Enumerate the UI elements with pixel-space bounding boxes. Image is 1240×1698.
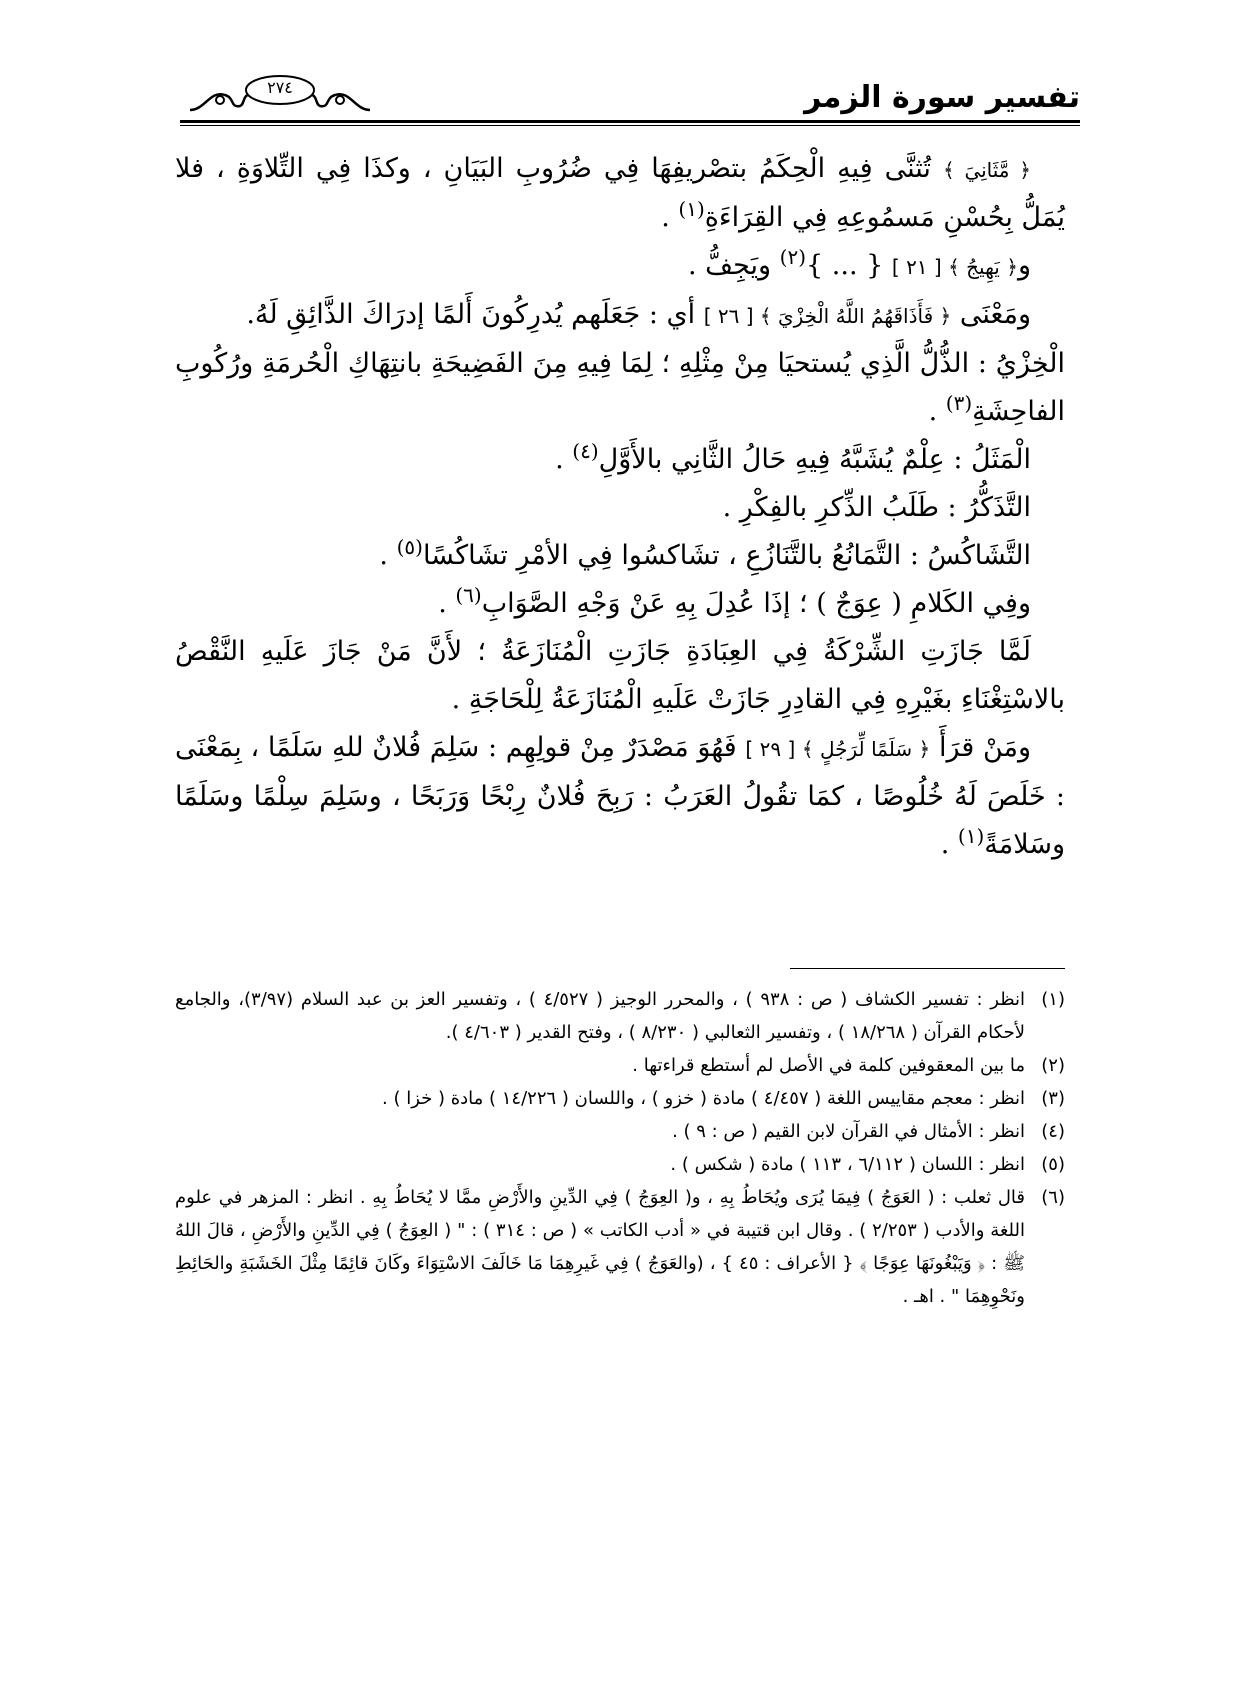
paragraph: ﴿ مَّثَانِيَ ﴾ تُثنَّى فِيهِ الْحِكَمُ بتصْريفِهَا فِي ضُرُوبِ البَيَانِ ، وكذَا فِي التِّلاوَةِ ، فلا يُمَلُّ بِحُسْنِ مَسمُوعِهِ فِي القِرَاءَةِ$^{(١)}$ . xyxy=(175,153,1065,233)
paragraph: الْخِزْيُ : الذُّلُّ الَّذِي يُستحيَا مِنْ مِثْلِهِ ؛ لِمَا فِيهِ مِنَ الفَضِيحَةِ بانتِهَاكِ الْحُرمَةِ ورُكُوبِ الفاحِشَةِ$^{(٣)}$ . xyxy=(175,348,1065,427)
footnote-number: (٤) xyxy=(1041,1121,1065,1142)
footnote-ref: (٥) xyxy=(396,535,423,559)
footnote-number: (١) xyxy=(1041,989,1065,1010)
header-rule-thin xyxy=(180,125,1080,126)
footnote-number: (٢) xyxy=(1041,1055,1065,1076)
footnote-ref: (٤) xyxy=(572,439,599,463)
footnote-separator xyxy=(790,968,1065,969)
header-rule xyxy=(180,120,1080,123)
paragraph: الْمَثَلُ : عِلْمٌ يُشَبَّهُ فِيهِ حَالُ الثَّانِي بالأَوَّلِ$^{(٤)}$ . xyxy=(555,439,1031,475)
footnote: (٤) انظر : الأمثال في القرآن لابن القيم ( ص : ٩ ) . xyxy=(175,1115,1065,1148)
paragraph: وفِي الكَلامِ ( عِوَجٌ ) ؛ إذَا عُدِلَ بِهِ عَنْ وَجْهِ الصَّوَابِ$^{(٦)}$ . xyxy=(438,583,1031,619)
quran-quote: ﴿ فَأَذَاقَهُمُ اللَّهُ الْخِزْيَ ﴾ [ ٢٦ ] xyxy=(703,304,952,328)
running-title: تفسير سورة الزمر xyxy=(804,80,1080,115)
footnote-number: (٦) xyxy=(1041,1187,1065,1208)
footnote-ref: (٢) xyxy=(779,245,807,269)
quran-quote: ﴿ سَلَمًا لِّرَجُلٍ ﴾ [ ٢٩ ] xyxy=(745,737,931,761)
paragraph: التَّذَكُّرُ : طَلَبُ الذِّكرِ بالفِكْرِ . xyxy=(722,492,1031,523)
page-header xyxy=(180,70,1080,130)
paragraph: لَمَّا جَازَتِ الشِّرْكَةُ فِي العِبَادَةِ جَازَتِ الْمُنَازَعَةُ ؛ لأَنَّ مَنْ جَازَ عَلَيهِ النَّقْصُ بالاسْتِغْنَاءِ بغَيْرِهِ فِي القادِرِ جَازَتْ عَلَيهِ الْمُنَازَعَةُ لِلْحَاجَةِ . xyxy=(175,636,1065,715)
footnotes xyxy=(175,983,1065,1313)
footnote-ref: (١) xyxy=(957,824,985,848)
footnote-ref: (٦) xyxy=(455,583,482,607)
paragraph: التَّشَاكُسُ : التَّمَانُعُ بالتَّنَازُعِ ، تشَاكسُوا فِي الأمْرِ تشَاكُسًا$^{(٥)}$ . xyxy=(379,535,1031,571)
footnote: (١) انظر : تفسير الكشاف ( ص : ٩٣٨ ) ، والمحرر الوجيز ( ٤/٥٢٧ ) ، وتفسير العز بن عبد السلام (٣/٩٧)، والجامع لأحكام القرآن ( ١٨/٢٦٨ ) ، وتفسير الثعالبي ( ٨/٢٣٠ ) ، وفتح القدير ( ٤/٦٠٣ ). xyxy=(175,983,1065,1049)
paragraph: و﴿ يَهِيجُ ﴾ [ ٢١ ] { ... }$^{(٢)}$ ويَجِفُّ . xyxy=(687,245,1031,281)
footnote: (٥) انظر : اللسان ( ٦/١١٢ ، ١١٣ ) مادة ( شكس ) . xyxy=(175,1148,1065,1181)
footnote-ref: (١) xyxy=(678,197,705,221)
footnote: (٢) ما بين المعقوفين كلمة في الأصل لم أستطع قراءتها . xyxy=(175,1049,1065,1082)
footnote: (٦) قال ثعلب : ( العَوَجُ ) فِيمَا يُرَى ويُحَاطُ بِهِ ، و( العِوَجُ ) فِي الدِّينِ والأَرْضِ ممَّا لا يُحَاطُ بِهِ . انظر : المزهر في علوم اللغة والأدب ( ٢/٢٥٣ ) . وقال ابن قتيبة في « أدب الكاتب » ( ص : ٣١٤ ) : " ( العِوَجُ ) فِي الدِّينِ والأَرْضِ ، قالَ اللهُ ﷺ : ﴿ وَيَبْغُونَهَا عِوَجًا ﴾ { الأعراف : ٤٥ } ، (والعَوَجُ ) فِي غَيرِهِمَا مَا خَالَفَ الاسْتِوَاءَ وكَانَ قائِمًا مِثْلَ الخَشَبَةِ والحَائِطِ ونَحْوِهِمَا " . اهـ . xyxy=(175,1181,1065,1313)
paragraph: ومَنْ قرَأَ ﴿ سَلَمًا لِّرَجُلٍ ﴾ [ ٢٩ ] فَهُوَ مَصْدَرٌ مِنْ قولِهِم : سَلِمَ فُلانٌ للهِ سَلَمًا ، بِمَعْنَى : خَلَصَ لَهُ خُلُوصًا ، كمَا تقُولُ العَرَبُ : رَبِحَ فُلانٌ رِبْحًا وَرَبَحًا ، وسَلِمَ سِلْمًا وسَلَمًا وسَلامَةً$^{(١)}$ . xyxy=(175,732,1065,860)
footnote-number: (٣) xyxy=(1041,1088,1065,1109)
footnote: (٣) انظر : معجم مقاييس اللغة ( ٤/٤٥٧ ) مادة ( خزو ) ، واللسان ( ١٤/٢٢٦ ) مادة ( خزا ) . xyxy=(175,1082,1065,1115)
main-text xyxy=(175,145,1065,869)
quran-quote: ﴿ يَهِيجُ ﴾ [ ٢١ ] xyxy=(891,255,1018,279)
footnote-ref: (٣) xyxy=(945,391,973,415)
page-number: ٢٧٤ xyxy=(267,78,293,97)
quran-quote: ﴿ مَّثَانِيَ ﴾ xyxy=(942,158,1032,182)
footnote-number: (٥) xyxy=(1041,1154,1065,1175)
paragraph: ومَعْنَى ﴿ فَأَذَاقَهُمُ اللَّهُ الْخِزْيَ ﴾ [ ٢٦ ] أي : جَعَلَهم يُدرِكُونَ أَلمًا إدرَاكَ الذَّائِقِ لَهُ. xyxy=(246,299,1031,330)
